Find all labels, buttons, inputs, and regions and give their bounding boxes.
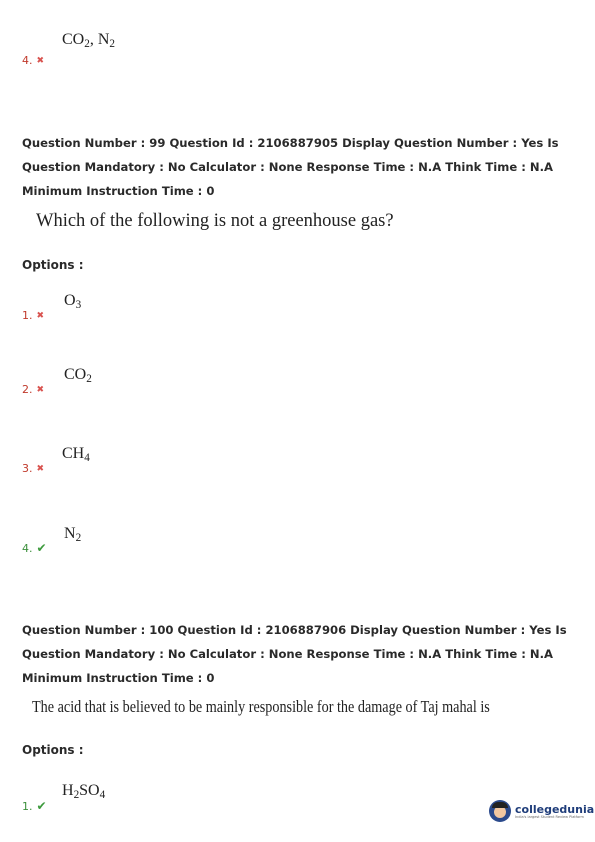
q100-option-1-formula: $H_2SO_4$ — [62, 782, 106, 801]
logo-tagline: India's largest Student Review Platform — [515, 814, 584, 819]
q99-option-4-number: 4. ✔ — [22, 541, 47, 555]
correct-check-icon: ✔ — [36, 541, 47, 555]
collegedunia-logo — [489, 800, 594, 822]
q99-option-2-number: 2. ✖ — [22, 383, 45, 396]
question-99-options-label: Options : — [22, 258, 84, 272]
logo-name: collegedunia — [515, 802, 595, 816]
student-avatar-icon — [489, 800, 511, 822]
wrong-mark-icon: ✖ — [36, 384, 45, 395]
wrong-mark-icon: ✖ — [36, 463, 45, 474]
question-100-options-label: Options : — [22, 743, 84, 757]
question-99-text: Which of the following is not a greenhouse gas? — [36, 211, 394, 231]
correct-check-icon: ✔ — [36, 799, 47, 813]
q99-option-4-formula: $N_2$ — [64, 525, 82, 544]
wrong-mark-icon: ✖ — [36, 310, 45, 321]
q100-option-1-number: 1. ✔ — [22, 799, 47, 813]
prev-option-4-number: 4. ✖ — [22, 54, 45, 67]
q99-option-3-formula: $CH_4$ — [62, 445, 90, 464]
q99-option-3-number: 3. ✖ — [22, 462, 45, 475]
q99-option-1-formula: $O_3$ — [64, 292, 82, 311]
question-100-text: The acid that is believed to be mainly responsible for the damage of Taj mahal is — [32, 697, 490, 716]
question-99-meta: Question Number : 99 Question Id : 2106887905 Display Question Number : Yes Is Question Mandatory : No Calculator : None Response Time : N.A Think Time : N.A Minimum Instruction Time : 0 — [22, 136, 559, 198]
question-100-meta: Question Number : 100 Question Id : 2106887906 Display Question Number : Yes Is Question Mandatory : No Calculator : None Response Time : N.A Think Time : N.A Minimum Instruction Time : 0 — [22, 623, 567, 685]
prev-option-4-formula: $CO_2$, $N_2$ — [62, 31, 115, 50]
wrong-mark-icon: ✖ — [36, 55, 45, 66]
q99-option-2-formula: $CO_2$ — [64, 366, 92, 385]
q99-option-1-number: 1. ✖ — [22, 309, 45, 322]
